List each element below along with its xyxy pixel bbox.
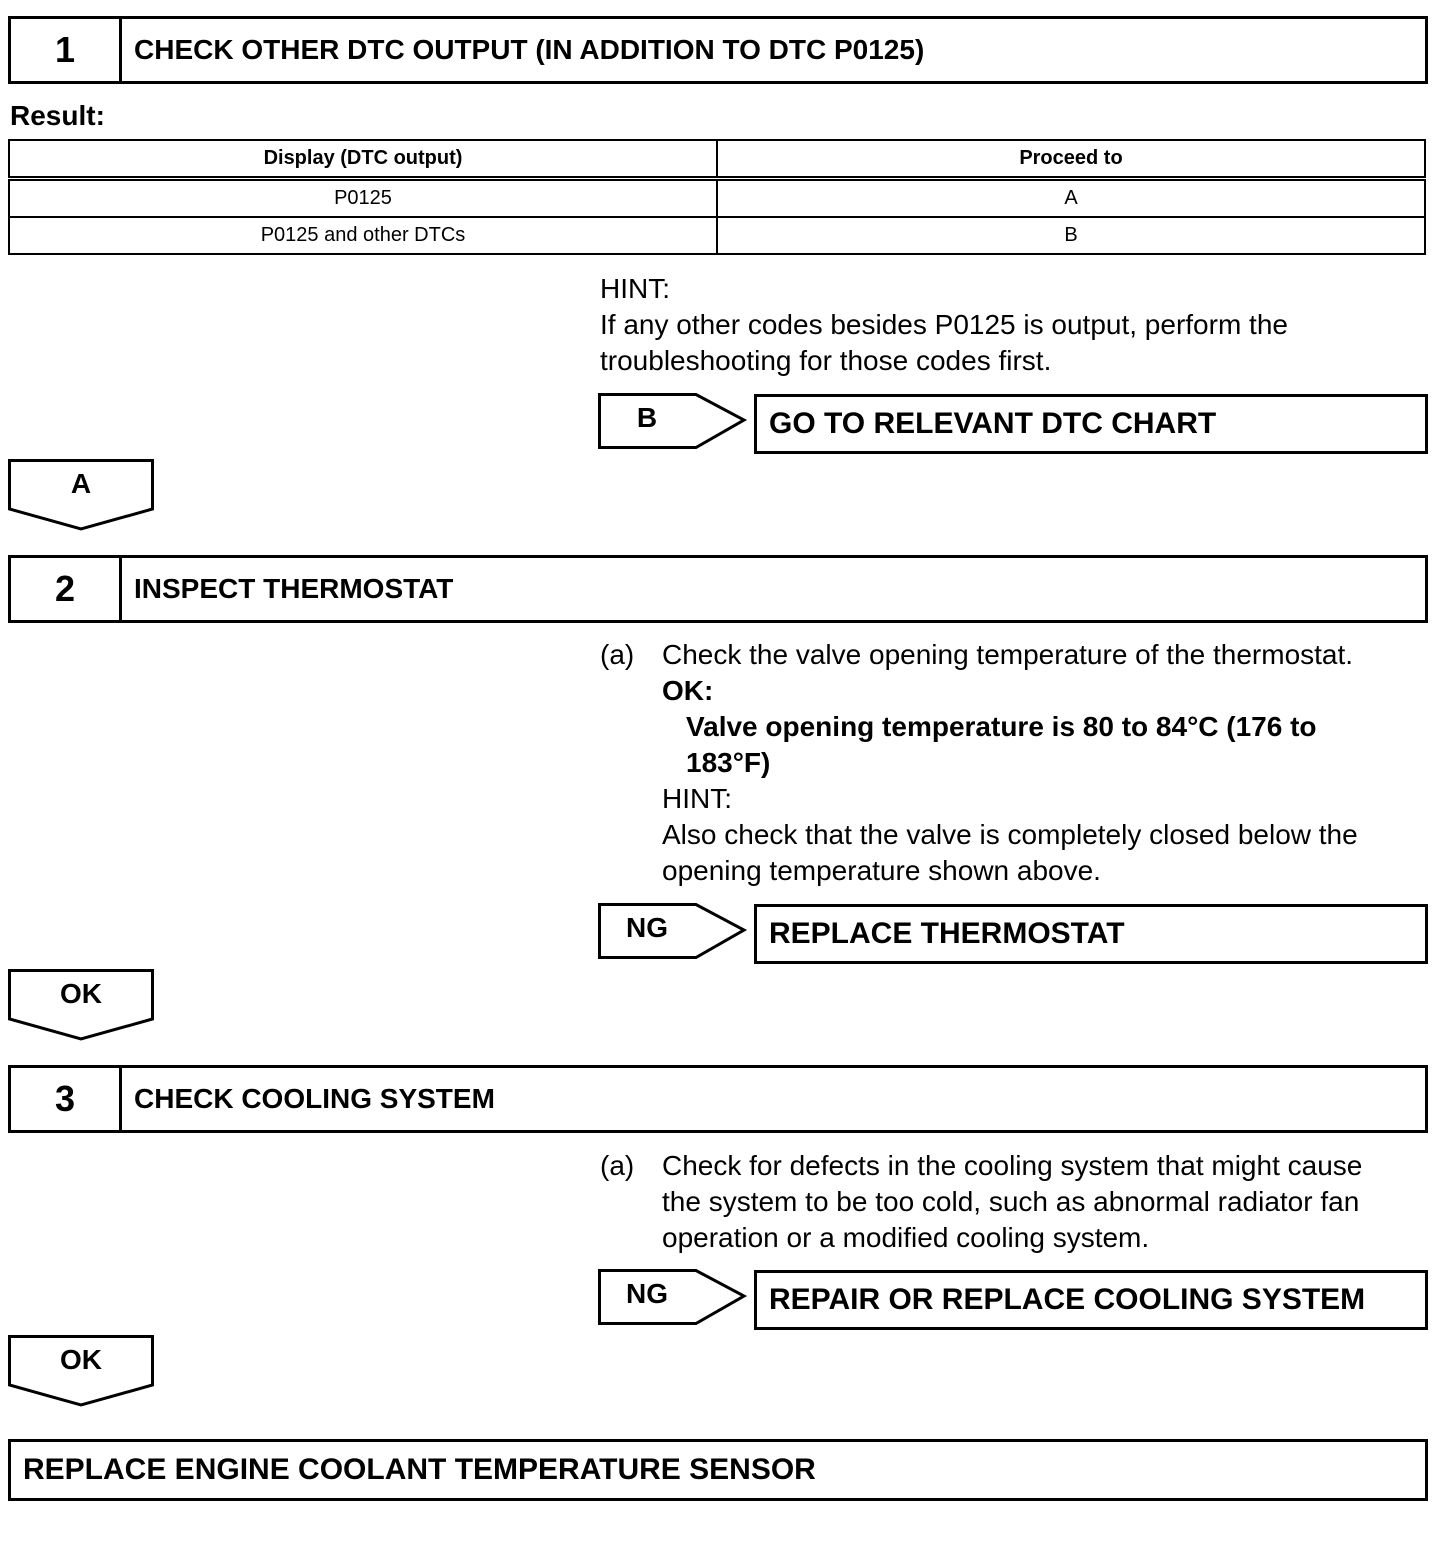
continue-label: OK <box>60 1344 102 1375</box>
hint-text: troubleshooting for those codes first. <box>600 345 1052 376</box>
branch-ng-arrow[interactable] <box>598 1269 748 1325</box>
step-number: 2 <box>11 558 122 620</box>
table-row <box>9 217 1425 254</box>
branch-b-arrow[interactable] <box>598 393 748 449</box>
ok-label: OK: <box>662 675 714 706</box>
result-table <box>8 139 1426 255</box>
continue-label: OK <box>60 978 102 1009</box>
item-text: Check for defects in the cooling system that might cause <box>662 1150 1363 1181</box>
final-action-box[interactable]: REPLACE ENGINE COOLANT TEMPERATURE SENSOR <box>8 1439 1428 1501</box>
branch-target-box[interactable]: REPLACE THERMOSTAT <box>754 904 1428 964</box>
continue-ok-arrow[interactable] <box>8 1335 154 1407</box>
continue-ok-arrow[interactable] <box>8 969 154 1041</box>
result-label: Result: <box>10 100 105 131</box>
table-cell: P0125 <box>9 179 717 218</box>
spec-text: Valve opening temperature is 80 to 84°C (176 to <box>686 711 1317 742</box>
item-marker: (a) <box>600 1150 635 1181</box>
step-number: 1 <box>11 19 122 81</box>
hint-text: Also check that the valve is completely closed below the <box>662 819 1358 850</box>
step-title: CHECK COOLING SYSTEM <box>134 1083 495 1114</box>
step-title: CHECK OTHER DTC OUTPUT (IN ADDITION TO DTC P0125) <box>134 34 925 65</box>
branch-target-box[interactable]: REPAIR OR REPLACE COOLING SYSTEM <box>754 1270 1428 1330</box>
table-cell: B <box>717 217 1425 254</box>
branch-label: NG <box>626 912 668 943</box>
step-title: INSPECT THERMOSTAT <box>134 573 454 604</box>
table-header-row <box>9 140 1425 179</box>
table-cell: P0125 and other DTCs <box>9 217 717 254</box>
continue-label: A <box>70 468 92 499</box>
item-text: the system to be too cold, such as abnormal radiator fan <box>662 1186 1360 1217</box>
hint-text: If any other codes besides P0125 is output, perform the <box>600 309 1288 340</box>
table-header: Display (DTC output) <box>9 140 717 179</box>
item-text: Check the valve opening temperature of the thermostat. <box>662 639 1354 670</box>
item-marker: (a) <box>600 639 635 670</box>
hint-text: opening temperature shown above. <box>662 855 1101 886</box>
continue-a-arrow[interactable] <box>8 459 154 531</box>
step-number: 3 <box>11 1068 122 1130</box>
hint-label: HINT: <box>662 783 732 814</box>
table-cell: A <box>717 179 1425 218</box>
branch-label: NG <box>626 1278 668 1309</box>
table-header: Proceed to <box>717 140 1425 179</box>
branch-label: B <box>636 402 658 433</box>
item-text: operation or a modified cooling system. <box>662 1222 1150 1253</box>
branch-ng-arrow[interactable] <box>598 903 748 959</box>
step-2-header <box>8 555 1428 623</box>
step-3-header <box>8 1065 1428 1133</box>
step-1-header <box>8 16 1428 84</box>
hint-label: HINT: <box>600 273 670 304</box>
table-row <box>9 179 1425 218</box>
branch-target-box[interactable]: GO TO RELEVANT DTC CHART <box>754 394 1428 454</box>
spec-text: 183°F) <box>686 747 771 778</box>
